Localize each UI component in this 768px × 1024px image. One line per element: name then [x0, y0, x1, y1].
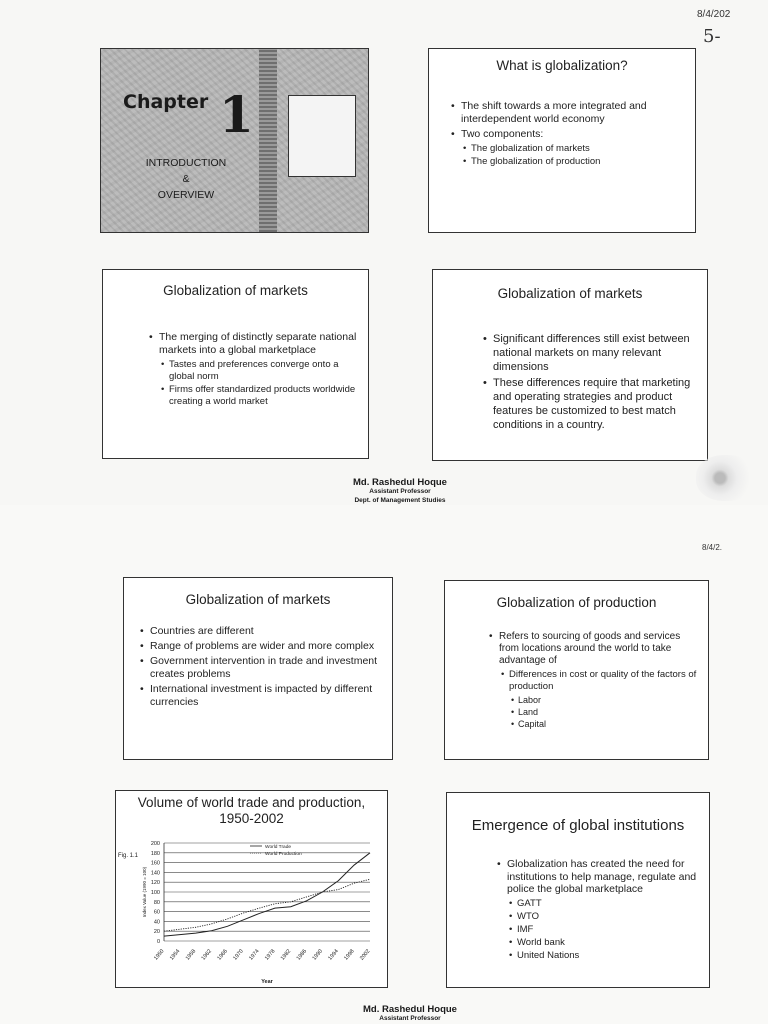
slide-world-trade-chart: [115, 790, 388, 988]
x-tick-label: 1990: [311, 948, 324, 962]
sub-bullet-item: • Firms offer standardized products worldwide creating a world market: [149, 384, 359, 408]
bullet-item: • Globalization has created the need for institutions to help manage, regulate and police the global marketplace: [497, 858, 697, 896]
bullet-item: • Government intervention in trade and investment creates problems: [140, 655, 380, 681]
slide-title: Globalization of markets: [497, 286, 643, 301]
slide-title: What is globalization?: [496, 58, 628, 73]
legend-label: World Trade: [265, 845, 292, 850]
sub-bullet-item: • Tastes and preferences converge onto a global norm: [149, 359, 359, 383]
slide-globalization-of-markets-3: [123, 577, 393, 760]
y-tick-label: 180: [150, 850, 160, 857]
y-tick-label: 140: [150, 870, 160, 877]
sub-sub-bullet-item: • Land: [489, 706, 699, 718]
sub-bullet-item: • The globalization of markets: [451, 143, 691, 155]
sub-bullet-item: • GATT: [497, 898, 697, 910]
x-tick-label: 1974: [248, 948, 261, 962]
x-axis-label: Year: [261, 979, 273, 985]
slide-title: Globalization of production: [496, 595, 657, 610]
y-tick-label: 60: [153, 909, 160, 916]
bullet-list: [497, 858, 697, 963]
chapter-word: Chapter: [123, 91, 209, 113]
y-axis-label: Index Value (1990 = 100): [142, 866, 147, 918]
y-tick-label: 20: [153, 929, 160, 936]
sub-sub-bullet-item: • Capital: [489, 718, 699, 730]
bullet-item: • These differences require that marketing and operating strategies and product features be customized to best match conditions in a country.: [483, 376, 697, 432]
sub-sub-bullet-item: • Labor: [489, 694, 699, 706]
slide-globalization-of-markets-2: [432, 269, 708, 461]
scanned-page-2: [0, 505, 768, 1024]
y-tick-label: 40: [153, 919, 160, 926]
sub-bullet-item: • IMF: [497, 924, 697, 936]
series-line: [164, 879, 370, 931]
bullet-item: • Refers to sourcing of goods and services from locations around the world to take advantage of: [489, 631, 699, 667]
slide-chapter: [100, 48, 369, 233]
series-line: [164, 853, 370, 936]
y-tick-label: 80: [153, 899, 160, 906]
chapter-picture-frame: [288, 95, 356, 177]
slide-what-is-globalization: [428, 48, 696, 233]
chapter-strip: [259, 49, 277, 232]
bullet-item: • Two components:: [451, 128, 691, 141]
chapter-subtitle-line: INTRODUCTION: [145, 157, 227, 169]
bullet-list: [149, 331, 359, 409]
chapter-subtitle-line: OVERVIEW: [157, 189, 215, 201]
bullet-list: [489, 631, 699, 730]
x-tick-label: 1958: [184, 948, 198, 962]
x-tick-label: 1966: [216, 948, 229, 962]
bullet-item: • The merging of distinctly separate national markets into a global marketplace: [149, 331, 359, 357]
slide-title: Globalization of markets: [185, 592, 331, 607]
line-chart: [122, 837, 380, 987]
sub-bullet-item: • World bank: [497, 937, 697, 949]
bullet-list: [140, 625, 380, 711]
chapter-number: 1: [219, 85, 254, 144]
slide-global-institutions: [446, 792, 710, 988]
legend-label: World Production: [265, 852, 302, 857]
bullet-list: [483, 332, 697, 434]
sub-bullet-item: • WTO: [497, 911, 697, 923]
y-tick-label: 160: [150, 860, 160, 867]
slide-title: Volume of world trade and production, 1950-2002: [137, 795, 366, 826]
sub-bullet-item: • United Nations: [497, 950, 697, 962]
bullet-item: • International investment is impacted by different currencies: [140, 683, 380, 709]
x-tick-label: 1978: [263, 948, 277, 962]
figure-label: Fig. 1.1: [118, 853, 139, 859]
x-tick-label: 1962: [200, 948, 214, 962]
bullet-item: • Countries are different: [140, 625, 380, 638]
y-tick-label: 120: [150, 880, 160, 887]
x-tick-label: 1970: [232, 948, 245, 962]
bullet-item: • Significant differences still exist between national markets on many relevant dimensions: [483, 332, 697, 374]
slide-title: Emergence of global institutions: [471, 817, 685, 834]
chart-svg: [122, 837, 380, 987]
bullet-list: [451, 100, 691, 169]
sub-bullet-item: • Differences in cost or quality of the factors of production: [489, 669, 699, 693]
scanned-page-1: [0, 0, 768, 505]
slide-globalization-of-markets-1: [102, 269, 369, 459]
sub-bullet-item: • The globalization of production: [451, 156, 691, 168]
x-tick-label: 2002: [359, 948, 372, 962]
x-tick-label: 1994: [327, 948, 340, 962]
slide-title: Globalization of markets: [163, 283, 308, 298]
scan-smudge: [696, 455, 756, 501]
y-tick-label: 0: [156, 939, 160, 945]
page-date: 8/4/202: [697, 9, 731, 20]
handwritten-mark: 5-: [703, 26, 721, 47]
slide-globalization-of-production: [444, 580, 709, 760]
footer-author: Md. Rashedul Hoque Assistant Professor: [363, 1004, 457, 1022]
footer-author: Md. Rashedul Hoque Assistant Professor Dept. of Management Studies: [353, 477, 447, 504]
x-tick-label: 1982: [279, 948, 293, 962]
x-tick-label: 1998: [343, 948, 356, 962]
bullet-item: • Range of problems are wider and more complex: [140, 640, 380, 653]
x-tick-label: 1950: [153, 948, 166, 962]
x-tick-label: 1954: [168, 948, 182, 962]
bullet-item: • The shift towards a more integrated and interdependent world economy: [451, 100, 691, 126]
chapter-subtitle-line: &: [182, 173, 190, 185]
page-date: 8/4/2.: [702, 543, 723, 552]
y-tick-label: 200: [150, 841, 160, 847]
x-tick-label: 1986: [295, 948, 309, 962]
y-tick-label: 100: [150, 890, 160, 896]
